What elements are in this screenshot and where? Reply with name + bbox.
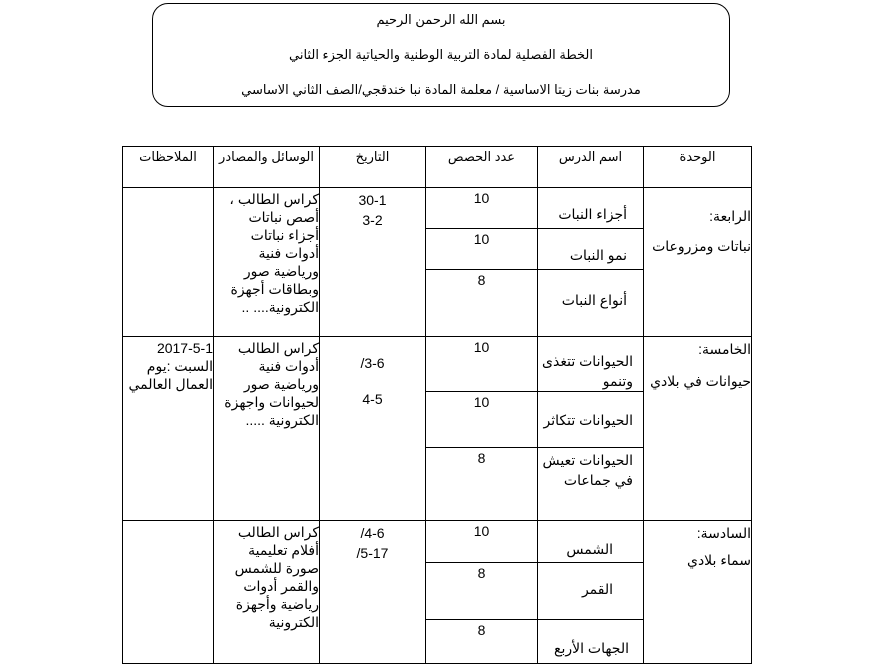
lesson-name: أنواع النبات [561, 292, 627, 308]
header-resources: الوسائل والمصادر [214, 147, 320, 188]
unit-label: الرابعة: [709, 208, 751, 224]
date-line: 4-6/ [360, 525, 385, 541]
date-cell [320, 188, 426, 337]
date-line: 30-1 [358, 192, 387, 208]
session-count: 10 [473, 231, 490, 247]
lessons-cell [538, 188, 644, 337]
unit-label: الخامسة: [698, 341, 751, 357]
table-row [123, 188, 752, 337]
unit-name: سماء بلادي [686, 552, 751, 568]
school-teacher-line: مدرسة بنات زيتا الاساسية / معلمة المادة نبا خندقجي/الصف الثاني الاساسي [241, 82, 641, 97]
lesson-name: نمو النبات [569, 247, 627, 263]
basmala-text: بسم الله الرحمن الرحيم [376, 12, 506, 27]
header-lesson: اسم الدرس [538, 147, 644, 188]
session-count: 10 [473, 523, 490, 539]
lessons-cell [538, 337, 644, 521]
date-cell [320, 521, 426, 664]
session-count: 10 [473, 339, 490, 355]
lesson-name: الجهات الأربع [554, 640, 629, 656]
document-header-box [152, 3, 730, 107]
date-line: 3-2 [362, 212, 383, 228]
resources-cell [214, 337, 320, 521]
unit-cell [644, 337, 752, 521]
semester-plan-table [122, 146, 752, 664]
header-unit: الوحدة [644, 147, 752, 188]
header-count: عدد الحصص [426, 147, 538, 188]
notes-cell [123, 337, 214, 521]
session-count: 8 [477, 565, 486, 581]
resources-cell [214, 188, 320, 337]
resources-text: كراس الطالب ، أصص نباتات أجزاء نباتات أدوات فنية ورياضية صور وبطاقات أجهزة الكترونية.... .. [229, 191, 319, 315]
lesson-name: أجزاء النبات [558, 206, 627, 222]
session-count: 8 [477, 272, 486, 288]
notes-cell [123, 521, 214, 664]
date-line: 4-5 [362, 391, 383, 407]
unit-label: السادسة: [696, 525, 751, 541]
unit-cell [644, 521, 752, 664]
unit-cell [644, 188, 752, 337]
counts-cell [426, 337, 538, 521]
unit-name: حيوانات في بلادي [650, 373, 751, 389]
date-cell [320, 337, 426, 521]
lesson-name: الحيوانات تتكاثر [543, 412, 633, 428]
counts-cell [426, 521, 538, 664]
lesson-name: الحيوانات تتغذى وتنمو [542, 353, 633, 389]
resources-text: كراس الطالب أدوات فنية ورياضية صور لحيوانات واجهزة الكترونية ..... [224, 340, 319, 428]
notes-cell [123, 188, 214, 337]
session-count: 8 [477, 622, 486, 638]
table-row [123, 521, 752, 664]
lesson-name: الحيوانات تعيش في جماعات [542, 452, 633, 488]
resources-cell [214, 521, 320, 664]
session-count: 8 [477, 450, 486, 466]
plan-title: الخطة الفصلية لمادة التربية الوطنية والحياتية الجزء الثاني [289, 47, 593, 62]
unit-name: نباتات ومزروعات [652, 238, 751, 254]
notes-text: 2017-5-1 السبت :يوم العمال العالمي [128, 340, 213, 392]
counts-cell [426, 188, 538, 337]
lesson-name: القمر [581, 581, 613, 597]
lesson-name: الشمس [566, 541, 613, 557]
resources-text: كراس الطالب أفلام تعليمية صورة للشمس والقمر أدوات رياضية وأجهزة الكترونية [234, 524, 319, 630]
header-date: التاريخ [320, 147, 426, 188]
table-header-row [123, 147, 752, 188]
header-notes: الملاحظات [123, 147, 214, 188]
lessons-cell [538, 521, 644, 664]
session-count: 10 [473, 394, 490, 410]
date-line: 3-6/ [360, 355, 385, 371]
session-count: 10 [473, 190, 490, 206]
table-row [123, 337, 752, 521]
date-line: 5-17/ [356, 545, 389, 561]
